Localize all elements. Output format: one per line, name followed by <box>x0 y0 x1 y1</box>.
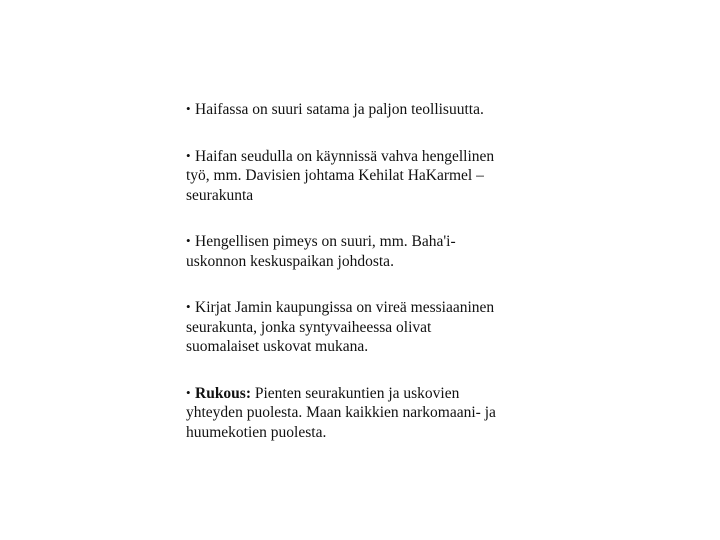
bullet-text-continued: suomalaiset uskovat mukana. <box>186 338 369 355</box>
bullet-line <box>186 231 558 252</box>
bullet-text: Pienten seurakuntien ja uskovien <box>251 384 460 402</box>
bullet-icon: • <box>186 384 191 400</box>
bullet-line <box>186 297 558 318</box>
bullet-line <box>186 383 558 404</box>
bullet-icon: • <box>186 299 191 314</box>
bullet-icon: • <box>186 233 191 248</box>
bullet-text-continued: uskonnon keskuspaikan johdosta. <box>186 252 394 270</box>
bullet-icon: • <box>186 101 191 116</box>
bullet-line <box>186 146 558 167</box>
bullet-icon: • <box>186 147 191 163</box>
bullet-text: Haifan seudulla on käynnissä vahva hengellinen <box>195 147 495 165</box>
bullet-item-prayer <box>186 383 558 443</box>
bullet-text: Hengellisen pimeys on suuri, mm. Baha'i- <box>195 233 456 250</box>
prayer-label: Rukous: <box>195 384 251 402</box>
bullet-text-continued: seurakunta <box>186 186 254 204</box>
bullet-item-haifa-port <box>186 99 558 120</box>
bullet-item-spiritual-darkness <box>186 231 558 271</box>
bullet-text-continued: seurakunta, jonka syntyvaiheessa olivat <box>186 318 432 336</box>
bullet-text: Kirjat Jamin kaupungissa on vireä messiaaninen <box>195 299 495 316</box>
bullet-text-continued: työ, mm. Davisien johtama Kehilat HaKarmel – <box>186 167 484 184</box>
bullet-text-continued: yhteyden puolesta. Maan kaikkien narkomaani- ja <box>186 404 496 421</box>
bullet-list <box>186 99 558 442</box>
bullet-item-kirjat-jam <box>186 297 558 357</box>
bullet-line <box>186 99 558 120</box>
bullet-text: Haifassa on suuri satama ja paljon teollisuutta. <box>195 101 484 118</box>
bullet-item-haifa-work <box>186 146 558 206</box>
bullet-text-continued: huumekotien puolesta. <box>186 423 327 441</box>
